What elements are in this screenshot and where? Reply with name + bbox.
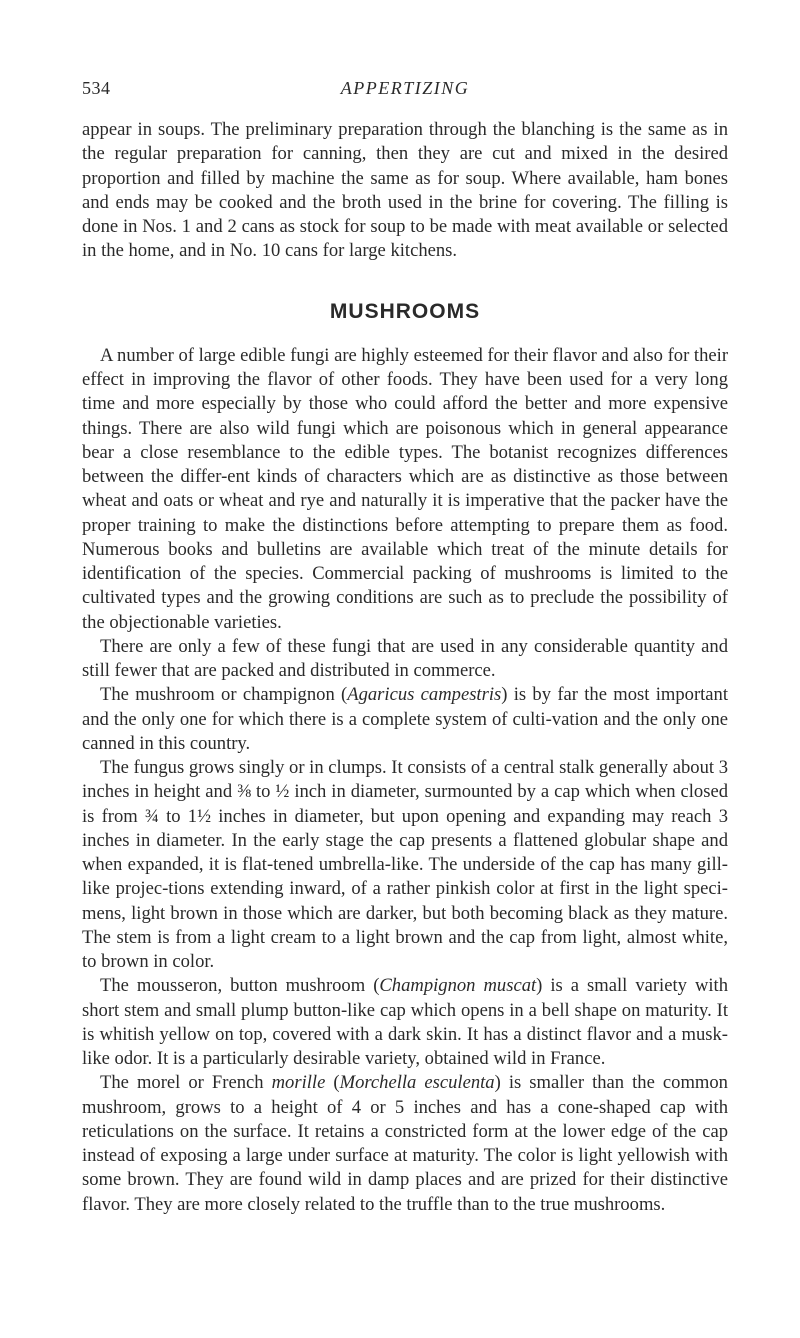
body-text — [82, 118, 728, 1217]
running-title: APPERTIZING — [340, 78, 470, 98]
paragraph-continuation: appear in soups. The preliminary preparation through the blanching is the same as in the regular preparation for canning, then they are cut and mixed in the desired proportion and filled by machine the same as for soup. Where available, ham bones and ends may be cooked and the broth used in the brine for covering. The filling is done in Nos. 1 and 2 cans as stock for soup to be made with meat available or selected in the home, and in No. 10 cans for large kitchens. — [82, 119, 728, 262]
text-run: The mushroom or champignon ( — [100, 684, 348, 706]
text-run: The morel or French — [100, 1072, 272, 1094]
paragraph-fungi-commerce: There are only a few of these fungi that are used in any considerable quantity and still fewer that are packed and distributed in commerce. — [82, 635, 728, 681]
paragraph-morel — [82, 1071, 728, 1217]
paragraph-description: The fungus grows singly or in clumps. It consists of a central stalk generally about 3 inches in height and ⅜ to ½ inch in diameter, surmounted by a cap which when closed is from ¾ to 1½ inches in diameter, but upon opening and expanding may reach 3 inches in diameter. In the early stage the cap presents a flattened globular shape and when expanded, it is flat-tened umbrella-like. The underside of the cap has many gill-like projec-tions extending inward, of a rather pinkish color at first in the light speci-mens, light brown in those which are darker, but both becoming black as they mature. The stem is from a light cream to a light brown and the cap from light, almost white, to brown in color. — [82, 757, 728, 972]
text-run: ) is a small variety with short stem and small plump button-like cap which opens in a bell shape on maturity. It is whitish yellow on top, covered with a dark skin. It has a distinct flavor and a musk-like odor. It is a particularly desirable variety, obtained wild in France. — [82, 975, 729, 1069]
text-run: ( — [325, 1072, 340, 1094]
text-run: ) is by far the most important and the only one for which there is a complete system of culti-vation and the only one canned in this country. — [82, 684, 729, 754]
species-name: Agaricus campestris — [347, 684, 502, 706]
french-name: morille — [271, 1072, 326, 1094]
section-heading: MUSHROOMS — [329, 299, 481, 323]
species-name: Morchella esculenta — [339, 1072, 495, 1094]
page-number: 534 — [82, 78, 111, 98]
paragraph-intro: A number of large edible fungi are highly esteemed for their flavor and also for their effect in improving the flavor of other foods. They have been used for a very long time and more especially by those who could afford the better and more expensive things. There are also wild fungi which are poisonous which in general appearance bear a close resemblance to the edible types. The botanist recognizes differences between the differ-ent kinds of characters which are as distinctive as those between wheat and oats or wheat and rye and naturally it is imperative that the packer have the proper training to make the distinctions before attempting to prepare them as food. Numerous books and bulletins are available which treat of the minute details for identification of the species. Commercial packing of mushrooms is limited to the cultivated types and the growing conditions are such as to preclude the possibility of the objectionable varieties. — [82, 344, 729, 633]
text-run: ) is smaller than the common mushroom, grows to a height of 4 or 5 inches and has a cone-shaped cap with reticulations on the surface. It retains a constricted form at the lower edge of the cap instead of exposing a large under surface at maturity. The color is light yellowish with some brown. They are found wild in damp places and are prized for their distinctive flavor. They are more closely related to the truffle than to the true mushrooms. — [82, 1072, 728, 1215]
paragraph-mousseron — [82, 974, 728, 1071]
species-name: Champignon muscat — [379, 975, 537, 997]
text-run: The mousseron, button mushroom ( — [100, 975, 380, 997]
running-head — [82, 78, 728, 104]
paragraph-champignon — [82, 683, 728, 756]
